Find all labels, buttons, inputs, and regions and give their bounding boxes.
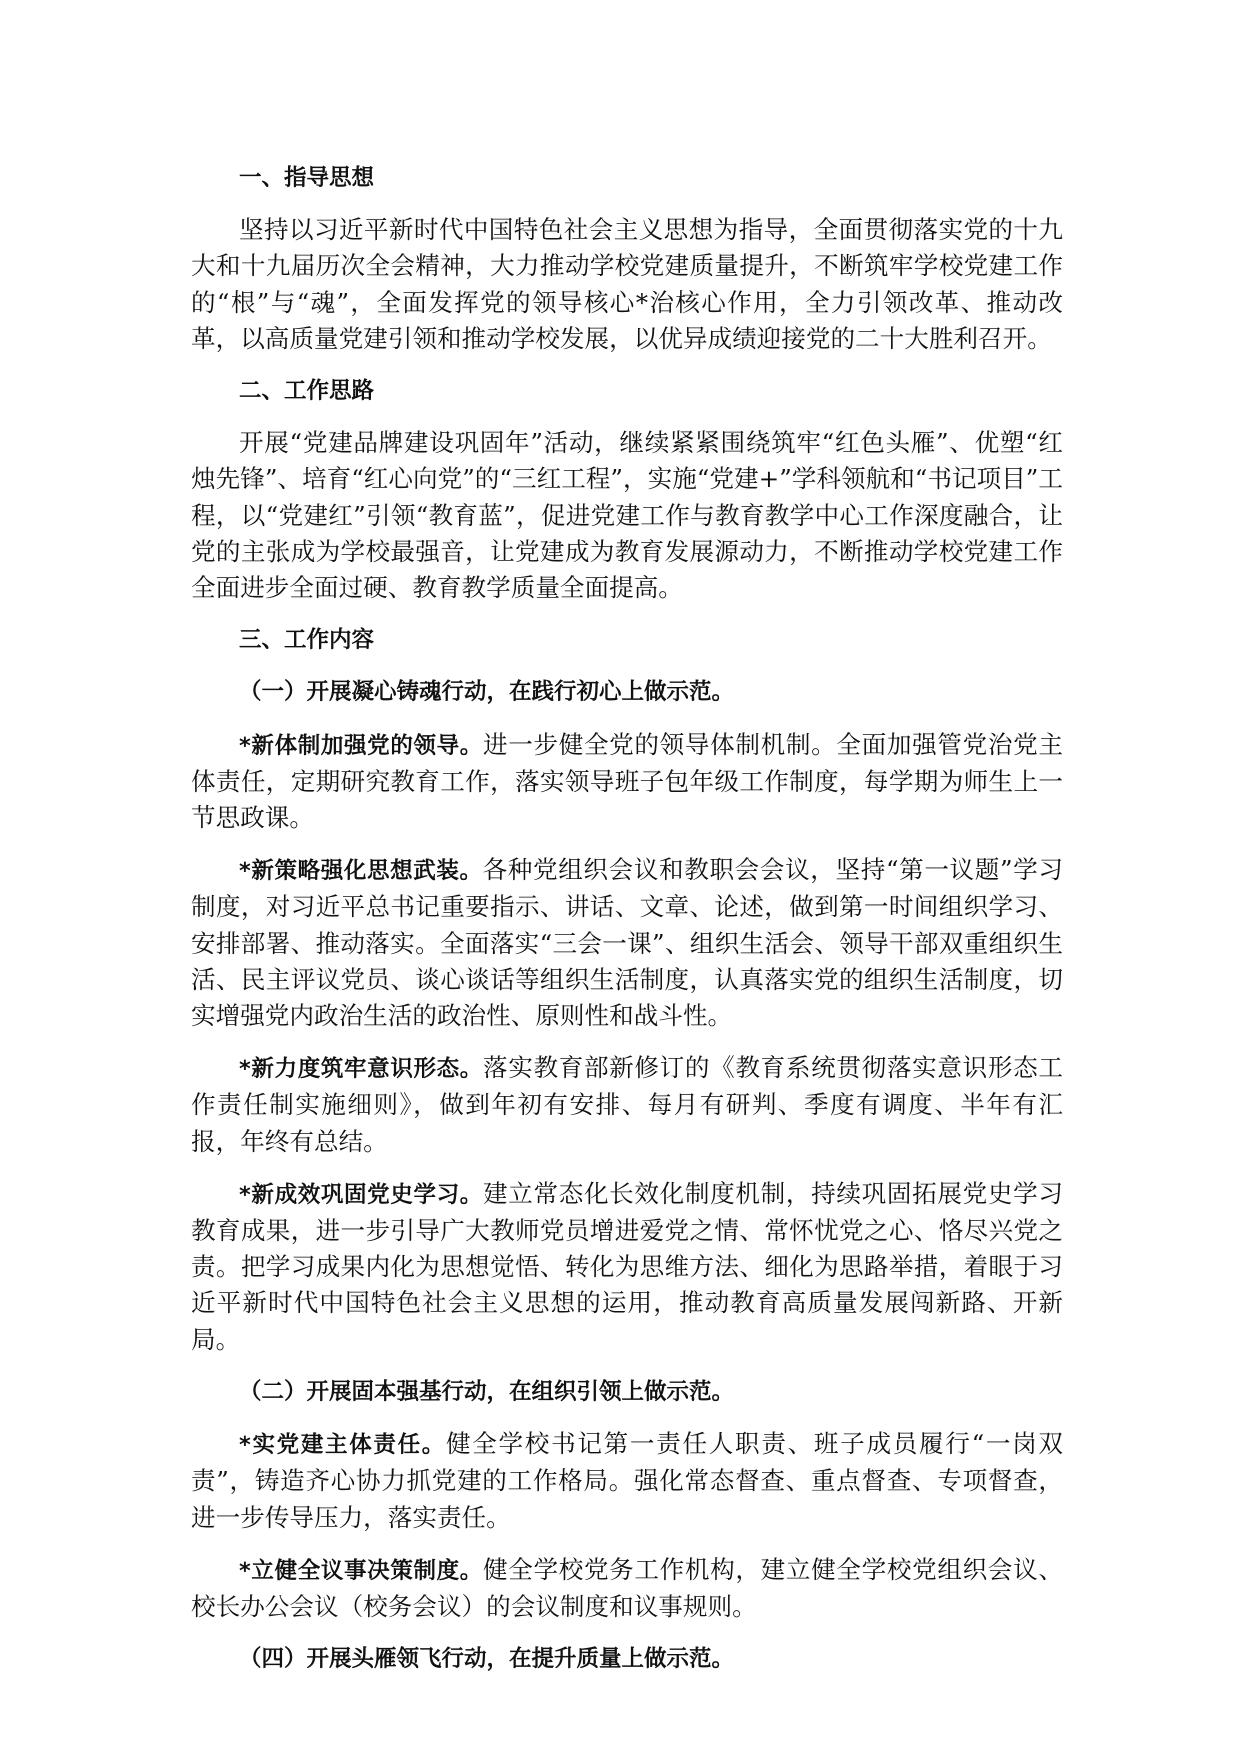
list-item [191,1426,1063,1536]
item-text: 健全学校党务工作机构，建立健全学校党组织会议、校长办公会议（校务会议）的会议制度和议事规则。 [191,1554,1063,1621]
subsection-heading-4: （四）开展头雁领飞行动，在提升质量上做示范。 [239,1646,735,1673]
section-heading-guiding-ideology: 一、指导思想 [239,165,375,191]
list-item [191,1552,1063,1625]
work-approach-paragraph: 开展“党建品牌建设巩固年”活动，继续紧紧围绕筑牢“红色头雁”、优塑“红烛先锋”、培育“红心向党”的“三红工程”，实施“党建+”学科领航和“书记项目”工程，以“党建红”引领“教育蓝”，促进党建工作与教育教学中心工作深度融合，让党的主张成为学校最强音，让党建成为教育发展源动力，不断推动学校党建工作全面进步全面过硬、教育教学质量全面提高。 [191,428,1063,603]
section-heading-work-approach: 二、工作思路 [239,378,375,405]
item-lead: *实党建主体责任。 [239,1432,446,1459]
item-text: 建立常态化长效化制度机制，持续巩固拓展党史学习教育成果，进一步引导广大教师党员增进爱党之情、常怀忧党之心、恪尽兴党之责。把学习成果内化为思想觉悟、转化为思维方法、细化为思路举措，着眼于习近平新时代中国特色社会主义思想的运用，推动教育高质量发展闯新路、开新局。 [191,1178,1063,1354]
list-item [191,852,1063,1034]
item-lead: *新策略强化思想武装。 [239,858,483,885]
item-lead: *新力度筑牢意识形态。 [239,1056,483,1083]
subsection-heading-1: （一）开展凝心铸魂行动，在践行初心上做示范。 [239,679,735,706]
list-item [191,1176,1063,1358]
subsection-heading-2: （二）开展固本强基行动，在组织引领上做示范。 [239,1378,735,1405]
item-text: 健全学校书记第一责任人职责、班子成员履行“一岗双责”，铸造齐心协力抓党建的工作格局。强化常态督查、重点督查、专项督查，进一步传导压力，落实责任。 [191,1429,1063,1532]
item-text: 进一步健全党的领导体制机制。全面加强管党治党主体责任，定期研究教育工作，落实领导班子包年级工作制度，每学期为师生上一节思政课。 [191,729,1063,833]
item-text: 各种党组织会议和教职会会议，坚持“第一议题”学习制度，对习近平总书记重要指示、讲话、文章、论述，做到第一时间组织学习、安排部署、推动落实。全面落实“三会一课”、组织生活会、领导干部双重组织生活、民主评议党员、谈心谈话等组织生活制度，认真落实党的组织生活制度，切实增强党内政治生活的政治性、原则性和战斗性。 [191,855,1063,1031]
item-text: 落实教育部新修订的《教育系统贯彻落实意识形态工作责任制实施细则》，做到年初有安排、每月有研判、季度有调度、半年有汇报，年终有总结。 [191,1053,1063,1156]
guiding-ideology-paragraph: 坚持以习近平新时代中国特色社会主义思想为指导，全面贯彻落实党的十九大和十九届历次全会精神，大力推动学校党建质量提升，不断筑牢学校党建工作的“根”与“魂”，全面发挥党的领导核心*治核心作用，全力引领改革、推动改革，以高质量党建引领和推动学校发展，以优异成绩迎接党的二十大胜利召开。 [191,215,1063,353]
list-item [191,1050,1063,1160]
document-page [191,160,1063,1693]
item-lead: *新体制加强党的领导。 [239,732,483,759]
item-lead: *立健全议事决策制度。 [239,1557,483,1584]
section-heading-work-content: 三、工作内容 [239,627,375,654]
list-item [191,727,1063,837]
item-lead: *新成效巩固党史学习。 [239,1181,483,1208]
